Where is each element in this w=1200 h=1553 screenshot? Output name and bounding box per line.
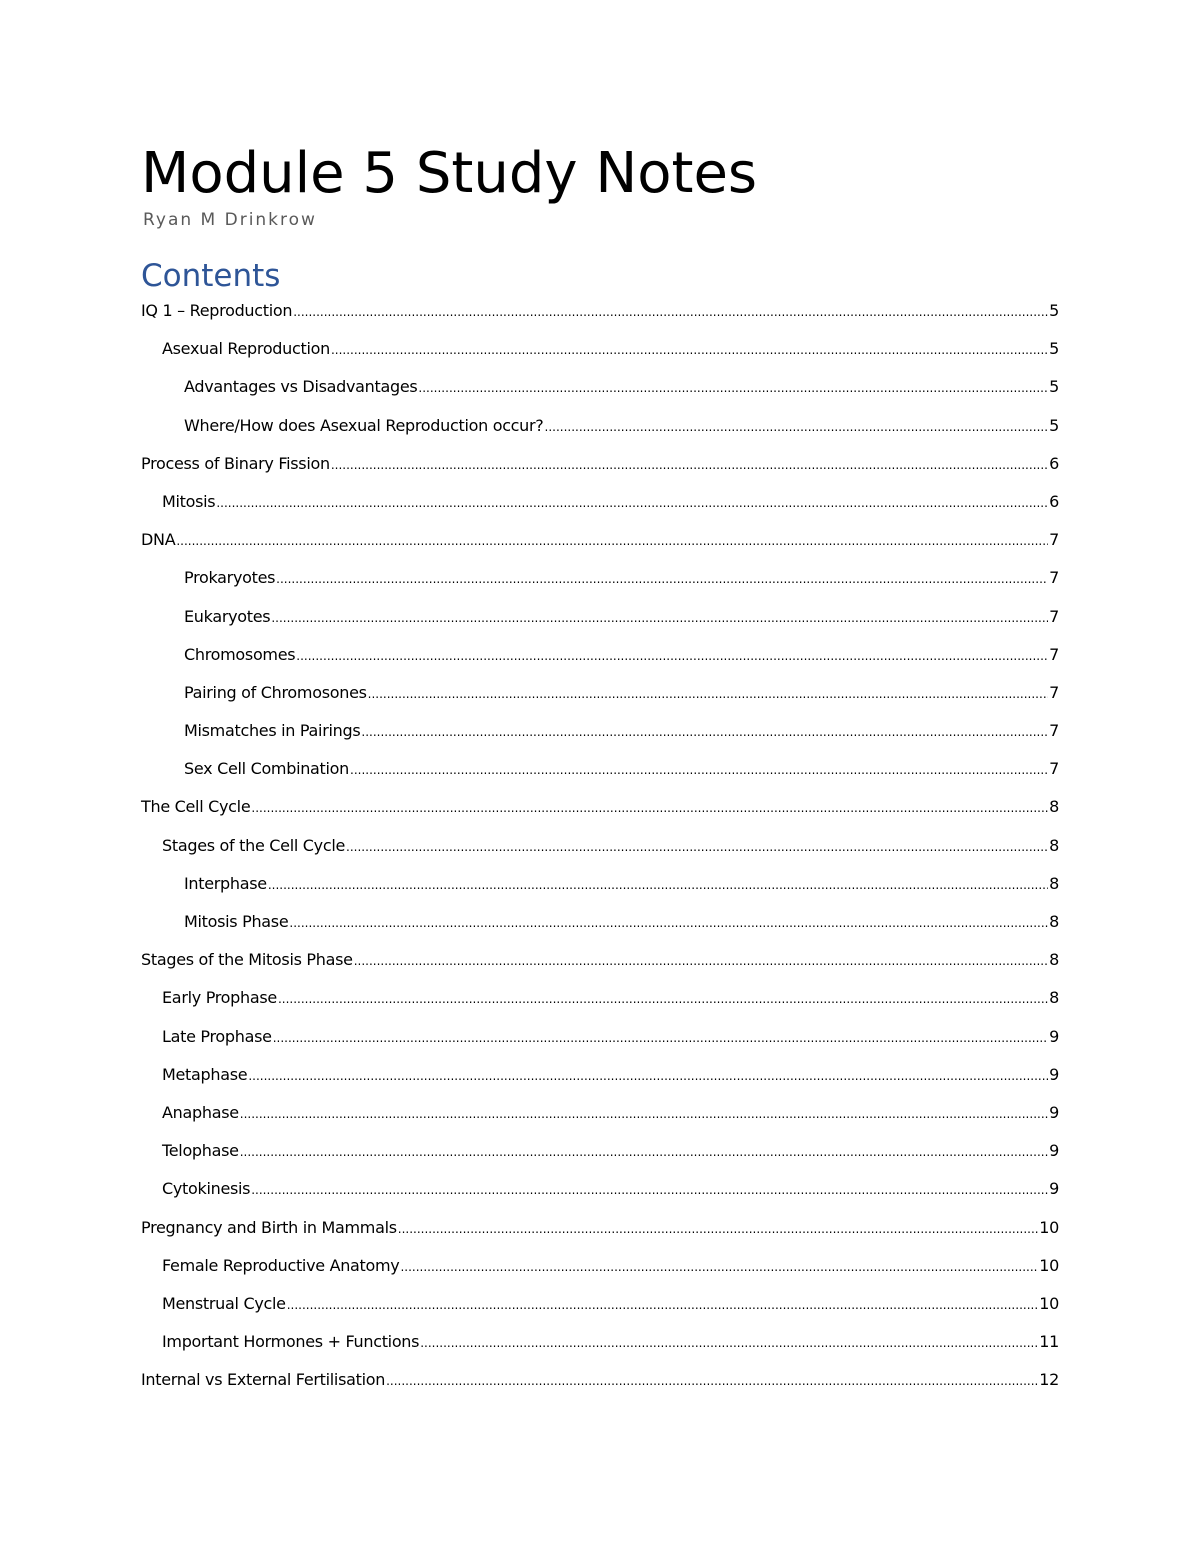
- toc-entry[interactable]: [141, 1285, 1059, 1323]
- toc-entry[interactable]: [141, 941, 1059, 979]
- toc-entry-page-number[interactable]: 9: [1049, 1141, 1059, 1161]
- toc-entry[interactable]: [141, 407, 1059, 445]
- toc-entry-label[interactable]: Early Prophase: [162, 988, 277, 1008]
- toc-entry-page-number[interactable]: 7: [1049, 606, 1059, 626]
- toc-dot-leader: [386, 1362, 1038, 1400]
- toc-entry[interactable]: [141, 1056, 1059, 1094]
- toc-dot-leader: [251, 789, 1048, 827]
- document-author: Ryan M Drinkrow: [143, 210, 317, 230]
- toc-entry[interactable]: [141, 598, 1059, 636]
- toc-entry-page-number[interactable]: 5: [1049, 339, 1059, 359]
- toc-dot-leader: [296, 637, 1048, 675]
- toc-entry-label[interactable]: Eukaryotes: [184, 606, 271, 626]
- toc-entry[interactable]: [141, 827, 1059, 865]
- toc-entry-label[interactable]: Metaphase: [162, 1064, 248, 1084]
- toc-entry-page-number[interactable]: 7: [1049, 682, 1059, 702]
- toc-entry[interactable]: [141, 712, 1059, 750]
- toc-entry-page-number[interactable]: 9: [1049, 1026, 1059, 1046]
- toc-entry[interactable]: [141, 1094, 1059, 1132]
- toc-entry-page-number[interactable]: 12: [1039, 1370, 1059, 1390]
- toc-entry-page-number[interactable]: 8: [1049, 797, 1059, 817]
- toc-entry[interactable]: [141, 445, 1059, 483]
- toc-entry-page-number[interactable]: 10: [1039, 1217, 1059, 1237]
- toc-entry-page-number[interactable]: 7: [1049, 530, 1059, 550]
- toc-entry[interactable]: [141, 1323, 1059, 1361]
- toc-entry-page-number[interactable]: 8: [1049, 912, 1059, 931]
- toc-entry-page-number[interactable]: 7: [1049, 568, 1059, 588]
- toc-entry-label[interactable]: The Cell Cycle: [141, 797, 251, 817]
- document-title: Module 5 Study Notes: [141, 141, 758, 206]
- toc-entry-label[interactable]: Stages of the Cell Cycle: [162, 835, 346, 855]
- toc-entry-label[interactable]: Important Hormones + Functions: [162, 1332, 420, 1352]
- toc-dot-leader: [176, 522, 1048, 560]
- toc-entry[interactable]: [141, 559, 1059, 597]
- toc-entry-page-number[interactable]: 6: [1049, 491, 1059, 511]
- toc-entry-page-number[interactable]: 6: [1049, 453, 1059, 473]
- toc-entry-page-number[interactable]: 9: [1049, 1179, 1059, 1199]
- toc-entry-label[interactable]: Mitosis Phase: [184, 912, 289, 931]
- toc-entry[interactable]: [141, 1132, 1059, 1170]
- toc-entry-page-number[interactable]: 8: [1049, 873, 1059, 893]
- toc-entry-label[interactable]: IQ 1 – Reproduction: [141, 301, 293, 320]
- toc-entry-page-number[interactable]: 9: [1049, 1102, 1059, 1122]
- toc-dot-leader: [331, 446, 1048, 484]
- toc-dot-leader: [354, 942, 1048, 980]
- toc-entry-label[interactable]: Asexual Reproduction: [162, 339, 330, 359]
- toc-entry[interactable]: [141, 1361, 1059, 1399]
- toc-entry-label[interactable]: Prokaryotes: [184, 568, 276, 588]
- toc-dot-leader: [346, 828, 1048, 866]
- toc-dot-leader: [293, 293, 1048, 331]
- toc-entry[interactable]: [141, 674, 1059, 712]
- toc-entry-label[interactable]: Stages of the Mitosis Phase: [141, 950, 353, 970]
- toc-entry-label[interactable]: Pregnancy and Birth in Mammals: [141, 1217, 397, 1237]
- toc-dot-leader: [273, 1019, 1048, 1057]
- toc-dot-leader: [418, 369, 1048, 407]
- toc-dot-leader: [368, 675, 1048, 713]
- toc-entry[interactable]: [141, 979, 1059, 1017]
- toc-entry[interactable]: [141, 636, 1059, 674]
- toc-dot-leader: [276, 560, 1048, 598]
- toc-dot-leader: [420, 1324, 1038, 1362]
- toc-dot-leader: [251, 1171, 1048, 1209]
- toc-entry[interactable]: [141, 368, 1059, 406]
- toc-dot-leader: [545, 408, 1049, 446]
- toc-entry[interactable]: [141, 865, 1059, 903]
- table-of-contents: [141, 292, 1059, 1399]
- toc-entry[interactable]: [141, 330, 1059, 368]
- toc-entry-page-number[interactable]: 5: [1049, 377, 1059, 397]
- toc-dot-leader: [289, 904, 1048, 942]
- toc-heading: Contents: [141, 258, 281, 294]
- toc-entry-label[interactable]: Where/How does Asexual Reproduction occur?: [184, 415, 544, 435]
- toc-entry-page-number[interactable]: 8: [1049, 988, 1059, 1008]
- toc-dot-leader: [268, 866, 1048, 904]
- toc-dot-leader: [278, 980, 1048, 1018]
- toc-entry-page-number[interactable]: 10: [1039, 1255, 1059, 1275]
- toc-dot-leader: [287, 1286, 1039, 1324]
- toc-dot-leader: [248, 1057, 1048, 1095]
- toc-dot-leader: [240, 1133, 1048, 1171]
- toc-entry[interactable]: [141, 1209, 1059, 1247]
- toc-entry-label[interactable]: Menstrual Cycle: [162, 1293, 286, 1313]
- toc-entry[interactable]: [141, 903, 1059, 941]
- toc-entry-label[interactable]: Chromosomes: [184, 644, 296, 664]
- toc-entry-label[interactable]: Anaphase: [162, 1102, 239, 1122]
- toc-dot-leader: [271, 599, 1048, 637]
- toc-entry-page-number[interactable]: 9: [1049, 1064, 1059, 1084]
- toc-entry-label[interactable]: Process of Binary Fission: [141, 453, 330, 473]
- toc-entry-label[interactable]: Pairing of Chromosones: [184, 682, 367, 702]
- toc-entry-page-number[interactable]: 7: [1049, 721, 1059, 741]
- toc-dot-leader: [361, 713, 1048, 751]
- toc-entry[interactable]: [141, 1018, 1059, 1056]
- toc-entry[interactable]: [141, 750, 1059, 788]
- toc-entry-page-number[interactable]: 10: [1039, 1293, 1059, 1313]
- toc-entry[interactable]: [141, 788, 1059, 826]
- toc-entry-page-number[interactable]: 8: [1049, 835, 1059, 855]
- toc-entry-label[interactable]: Advantages vs Disadvantages: [184, 377, 418, 397]
- toc-entry-page-number[interactable]: 5: [1049, 415, 1059, 435]
- toc-entry-page-number[interactable]: 7: [1049, 759, 1059, 779]
- toc-entry-label[interactable]: Female Reproductive Anatomy: [162, 1255, 400, 1275]
- toc-entry-label[interactable]: Mitosis: [162, 491, 216, 511]
- toc-dot-leader: [350, 751, 1048, 789]
- toc-entry-page-number[interactable]: 8: [1049, 950, 1059, 970]
- toc-entry-page-number[interactable]: 7: [1049, 644, 1059, 664]
- toc-entry-label[interactable]: Telophase: [162, 1141, 239, 1161]
- toc-dot-leader: [240, 1095, 1048, 1133]
- toc-entry[interactable]: [141, 1247, 1059, 1285]
- toc-dot-leader: [331, 331, 1048, 369]
- toc-entry[interactable]: [141, 1170, 1059, 1208]
- toc-entry-label[interactable]: Late Prophase: [162, 1026, 272, 1046]
- toc-entry-page-number[interactable]: 11: [1039, 1332, 1059, 1352]
- toc-entry[interactable]: [141, 483, 1059, 521]
- toc-entry[interactable]: [141, 521, 1059, 559]
- toc-entry-label[interactable]: DNA: [141, 530, 176, 550]
- toc-entry-label[interactable]: Sex Cell Combination: [184, 759, 350, 779]
- toc-entry[interactable]: [141, 292, 1059, 330]
- toc-entry-label[interactable]: Mismatches in Pairings: [184, 721, 361, 741]
- toc-entry-label[interactable]: Internal vs External Fertilisation: [141, 1370, 386, 1390]
- toc-entry-label[interactable]: Interphase: [184, 873, 267, 893]
- toc-dot-leader: [400, 1248, 1038, 1286]
- toc-dot-leader: [216, 484, 1048, 522]
- toc-entry-page-number[interactable]: 5: [1049, 301, 1059, 320]
- toc-dot-leader: [398, 1210, 1038, 1248]
- toc-entry-label[interactable]: Cytokinesis: [162, 1179, 251, 1199]
